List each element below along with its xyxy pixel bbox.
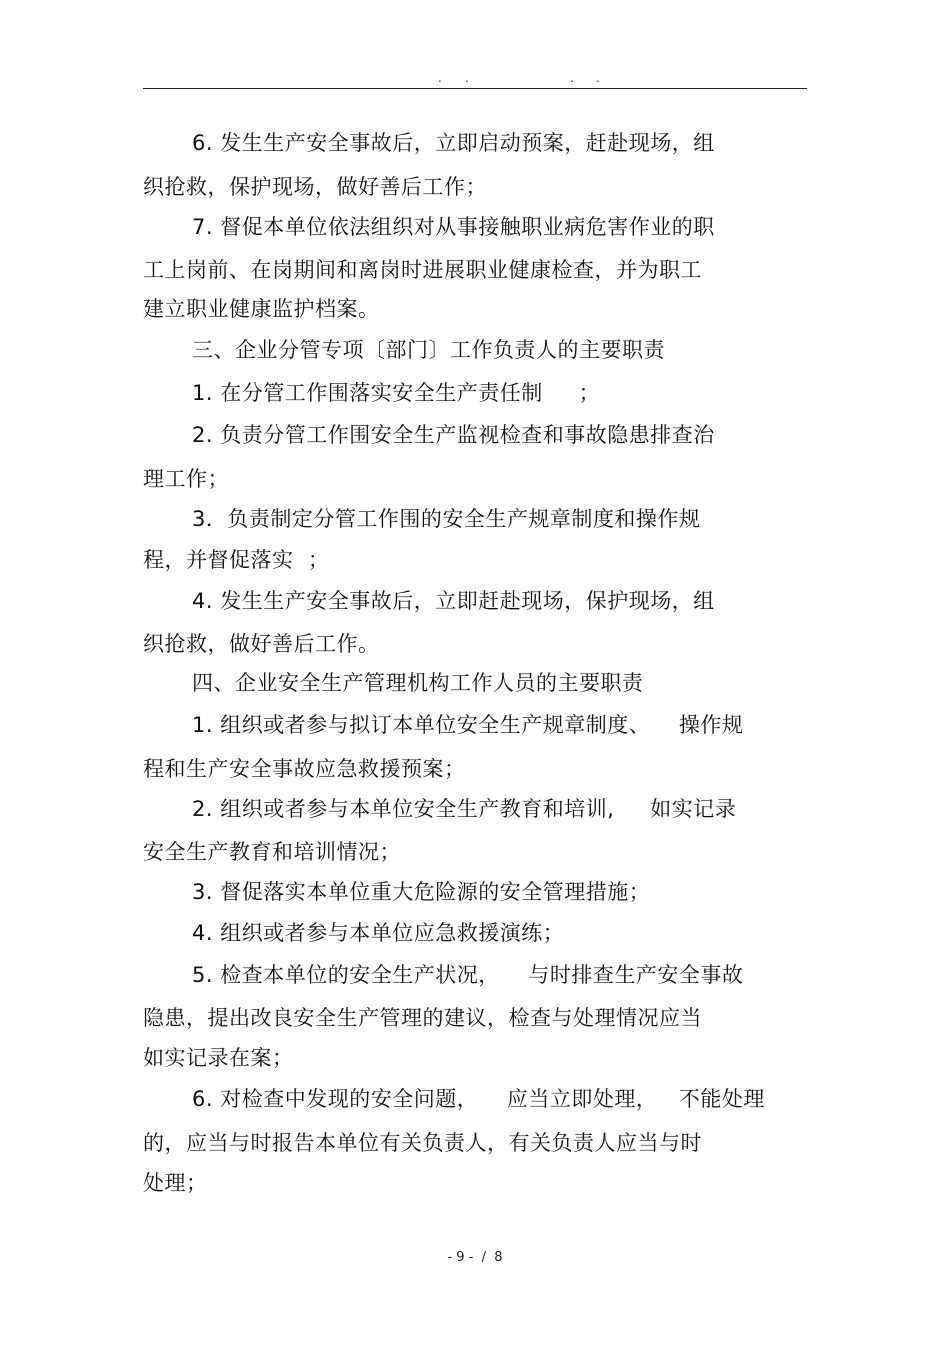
- header-dot: .: [596, 71, 600, 85]
- text-line: 建立职业健康监护档案。: [143, 297, 380, 321]
- text-line: 的，应当与时报告本单位有关负责人，有关负责人应当与时: [143, 1131, 702, 1155]
- text-line: 隐患，提出改良安全生产管理的建议，检查与处理情况应当: [143, 1006, 702, 1030]
- text-line: 6. 对检查中发现的安全问题， 应当立即处理， 不能处理: [192, 1087, 765, 1111]
- text-line: 理工作；: [143, 467, 229, 491]
- header-rule: [143, 88, 807, 89]
- text-line: 2. 负责分管工作围安全生产监视检查和事故隐患排查治: [192, 423, 715, 447]
- header-dots: [0, 72, 950, 86]
- text-line: 7. 督促本单位依法组织对从事接触职业病危害作业的职: [192, 215, 715, 239]
- text-line: 安全生产教育和培训情况；: [143, 840, 401, 864]
- text-line: 1. 在分管工作围落实安全生产责任制 ；: [192, 381, 601, 405]
- text-line: 4. 发生生产安全事故后，立即赶赴现场，保护现场，组: [192, 589, 715, 613]
- text-line: 4. 组织或者参与本单位应急救援演练；: [192, 921, 565, 945]
- text-line: 如实记录在案；: [143, 1046, 294, 1070]
- header-dot: .: [438, 71, 442, 85]
- text-line: 1. 组织或者参与拟订本单位安全生产规章制度、 操作规: [192, 713, 744, 737]
- section-heading: 四、企业安全生产管理机构工作人员的主要职责: [192, 671, 644, 695]
- page-number: - 9 - / 8: [447, 1250, 503, 1265]
- text-line: 工上岗前、在岗期间和离岗时进展职业健康检查，并为职工: [143, 258, 702, 282]
- text-line: 织抢救，保护现场，做好善后工作；: [143, 175, 487, 199]
- section-heading: 三、企业分管专项〔部门〕工作负责人的主要职责: [192, 338, 665, 362]
- text-line: 5. 检查本单位的安全生产状况， 与时排查生产安全事故: [192, 963, 744, 987]
- text-line: 程和生产安全事故应急救援预案；: [143, 757, 466, 781]
- text-line: 3．负责制定分管工作围的安全生产规章制度和操作规: [192, 507, 701, 531]
- header-dot: .: [570, 71, 574, 85]
- text-line: 2. 组织或者参与本单位安全生产教育和培训, 如实记录: [192, 797, 737, 821]
- text-line: 织抢救，做好善后工作。: [143, 632, 380, 656]
- header-dot: .: [465, 71, 469, 85]
- text-line: 6. 发生生产安全事故后，立即启动预案，赶赴现场，组: [192, 131, 715, 155]
- text-line: 处理；: [143, 1171, 208, 1195]
- text-line: 3. 督促落实本单位重大危险源的安全管理措施；: [192, 880, 651, 904]
- text-line: 程，并督促落实 ；: [143, 548, 330, 572]
